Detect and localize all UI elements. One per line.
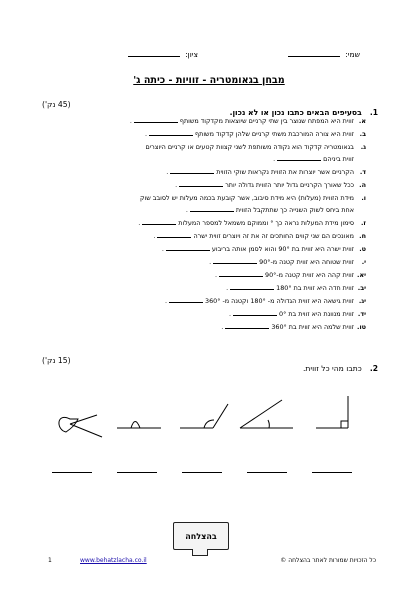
- grade-label: ציון:: [185, 50, 198, 59]
- question-1-instruction: בסעיפים הבאים כתבו נכון או לא נכון.: [229, 108, 362, 117]
- q1-item-n: יד.זווית מנוונת היא זווית בת 0°.: [228, 310, 366, 318]
- question-2-instruction: כתבו מהי כל זווית.: [302, 364, 362, 373]
- angle-answer-line-2[interactable]: [117, 472, 157, 473]
- page-title: מבחן בגאומטריה - זוויות - כיתה ג': [133, 75, 285, 86]
- question-1-number: 1.: [369, 108, 378, 117]
- q1-item-c: ג.בגאומטריה קדקוד הוא נקודה משותפת לשני קצוות קטעים או קרניים היוצרים: [145, 143, 366, 151]
- page-number: 1: [48, 557, 52, 564]
- question-2-points: (15 נק'): [42, 356, 71, 365]
- q1-item-l: יב.זווית חדה היא זווית בת 180°.: [226, 284, 366, 292]
- right-angle-figure: [316, 396, 348, 428]
- q1-item-f-cont: אחת ביחס לשוק השנייה כך שתתקבל הזווית.: [185, 206, 354, 214]
- name-label: שמי:: [345, 50, 360, 59]
- q1-item-c-cont: זווית ביניהם.: [273, 155, 354, 163]
- obtuse-angle-figure: [180, 404, 228, 428]
- footer-link[interactable]: www.behatzlacha.co.il: [80, 557, 147, 564]
- angle-answer-line-4[interactable]: [247, 472, 287, 473]
- straight-angle-figure: [117, 422, 161, 429]
- q1-item-h: ח.מאונכים הם שני קווים החותכים זה את זה ויוצרים זווית ישרה.: [153, 232, 366, 240]
- q1-item-g: ז.סימון מידת המעלות נראה כך ° וממוקם משמאל למספר המעלות.: [138, 219, 366, 227]
- q1-item-d: ד.הקרניים אשר יוצרות את הזווית נקראות שוקי הזווית.: [166, 168, 366, 176]
- angle-answer-line-1[interactable]: [52, 472, 92, 473]
- q1-item-k: יא.זווית קהה היא זווית קטנה מ-90°.: [215, 271, 366, 279]
- q1-item-j: י.זווית שטוחה היא זווית קטנה מ-90°.: [209, 258, 366, 266]
- q1-item-o: טו.זווית שלמה היא זווית בת 360°.: [221, 323, 366, 331]
- q1-item-i: ט.זווית ישרה היא זווית בת 90° והוא לסמן אותה בריבוע.: [161, 245, 366, 253]
- reflex-angle-figure: [59, 415, 102, 437]
- q1-item-f: ו.מידת הזווית (מעלות) היא מידת סיבוב, אשר קובעת בכמה מעלות יש לסובב שוק: [139, 194, 366, 202]
- behatzlacha-logo: בהצלחה: [173, 522, 229, 550]
- q1-item-a: א.זווית היא המפתח שנוצר בין שתי קרניים שיוצאות מקדקוד משותף.: [129, 117, 366, 125]
- q1-item-e: ה.ככל שאורך הקרניים גדול יותר הזווית גדולה יותר.: [175, 181, 366, 189]
- question-1-points: (45 נק'): [42, 100, 71, 109]
- angle-answer-line-5[interactable]: [312, 472, 352, 473]
- angle-answer-line-3[interactable]: [182, 472, 222, 473]
- acute-angle-figure: [240, 400, 293, 428]
- q1-item-b: ב.זווית היא צורה המורכבת משתי קרניים שלהן קדקוד משותף.: [144, 130, 366, 138]
- q1-item-m: יג.זווית גישאה היא זווית הגדולה מ- 180° וקטנה מ- 360°.: [164, 297, 366, 305]
- footer-copyright: כל הזכויות שמורות לאתר בהצלחה ©: [280, 557, 376, 564]
- question-2-number: 2.: [369, 364, 378, 373]
